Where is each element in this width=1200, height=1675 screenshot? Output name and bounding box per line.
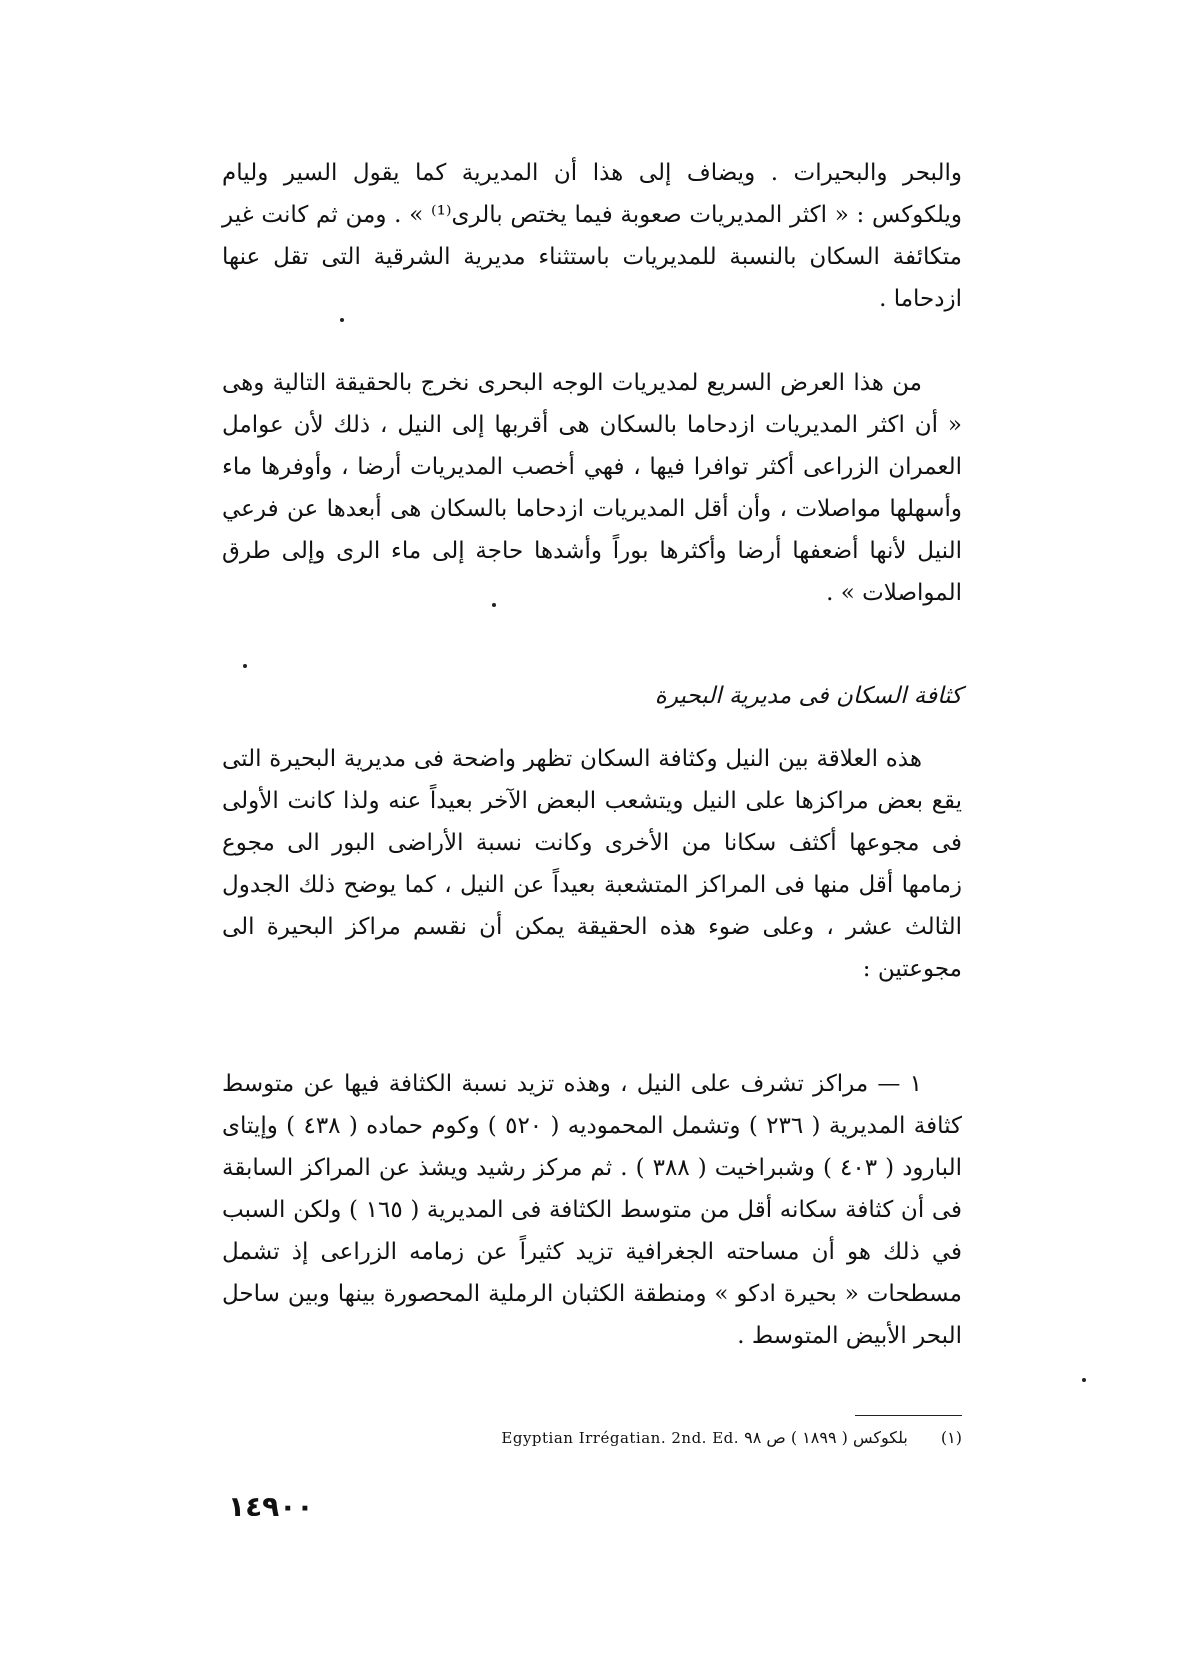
footnote-marker: (١) <box>940 1428 962 1447</box>
paragraph-1 <box>222 152 962 320</box>
section-heading: كثافة السكان فى مديرية البحيرة <box>654 683 962 709</box>
footnote-divider <box>855 1415 962 1416</box>
paragraph-1-text: والبحر والبحيرات . ويضاف إلى هذا أن المديرية كما يقول السير وليام ويلكوكس : « اكثر المديريات صعوبة فيما يختص بالرى⁽¹⁾ » . ومن ثم كانت غير متكائفة السكان بالنسبة للمديريات باستثناء مديرية الشرقية التى تقل عنها ازدحاما . <box>222 160 962 312</box>
scan-speck <box>340 318 344 322</box>
paragraph-2 <box>222 362 962 614</box>
scan-speck <box>1082 1378 1086 1382</box>
paragraph-3-text: هذه العلاقة بين النيل وكثافة السكان تظهر واضحة فى مديرية البحيرة التى يقع بعض مراكزها على النيل ويتشعب البعض الآخر بعيداً عنه ولذا كانت الأولى فى مجوعها أكثف سكانا من الأخرى وكانت نسبة الأراضى البور الى مجوع زمامها أقل منها فى المراكز المتشعبة بعيداً عن النيل ، كما يوضح ذلك الجدول الثالث عشر ، وعلى ضوء هذه الحقيقة يمكن أن نقسم مراكز البحيرة الى مجوعتين : <box>222 746 962 982</box>
footnote <box>340 1425 962 1451</box>
paragraph-3 <box>222 738 962 990</box>
footnote-latin-citation: Egyptian Irrégatian. 2nd. Ed. <box>501 1429 740 1447</box>
paragraph-4 <box>222 1063 962 1357</box>
footnote-arabic-citation: بلكوكس ( ١٨٩٩ ) ص ٩٨ <box>744 1428 908 1447</box>
page-number: ١٤٩٠٠ <box>228 1490 314 1523</box>
scan-speck <box>243 664 247 668</box>
paragraph-2-text: من هذا العرض السريع لمديريات الوجه البحرى نخرج بالحقيقة التالية وهى « أن اكثر المديريات ازدحاما بالسكان هى أقربها إلى النيل ، ذلك لأن عوامل العمران الزراعى أكثر توافرا فيها ، فهي أخصب المديريات أرضا ، وأوفرها ماء وأسهلها مواصلات ، وأن أقل المديريات ازدحاما بالسكان هى أبعدها عن فرعي النيل لأنها أضعفها أرضا وأكثرها بوراً وأشدها حاجة إلى ماء الرى وإلى طرق المواصلات » . <box>222 370 962 606</box>
paragraph-4-text: ١ — مراكز تشرف على النيل ، وهذه تزيد نسبة الكثافة فيها عن متوسط كثافة المديرية ( ٢٣٦ ) وتشمل المحموديه ( ٥٢٠ ) وكوم حماده ( ٤٣٨ ) وإيتاى البارود ( ٤٠٣ ) وشبراخيت ( ٣٨٨ ) . ثم مركز رشيد ويشذ عن المراكز السابقة فى أن كثافة سكانه أقل من متوسط الكثافة فى المديرية ( ١٦٥ ) ولكن السبب في ذلك هو أن مساحته الجغرافية تزيد كثيراً عن زمامه الزراعى إذ تشمل مسطحات « بحيرة ادكو » ومنطقة الكثبان الرملية المحصورة بينها وبين ساحل البحر الأبيض المتوسط . <box>222 1071 962 1349</box>
scan-speck <box>492 603 496 607</box>
